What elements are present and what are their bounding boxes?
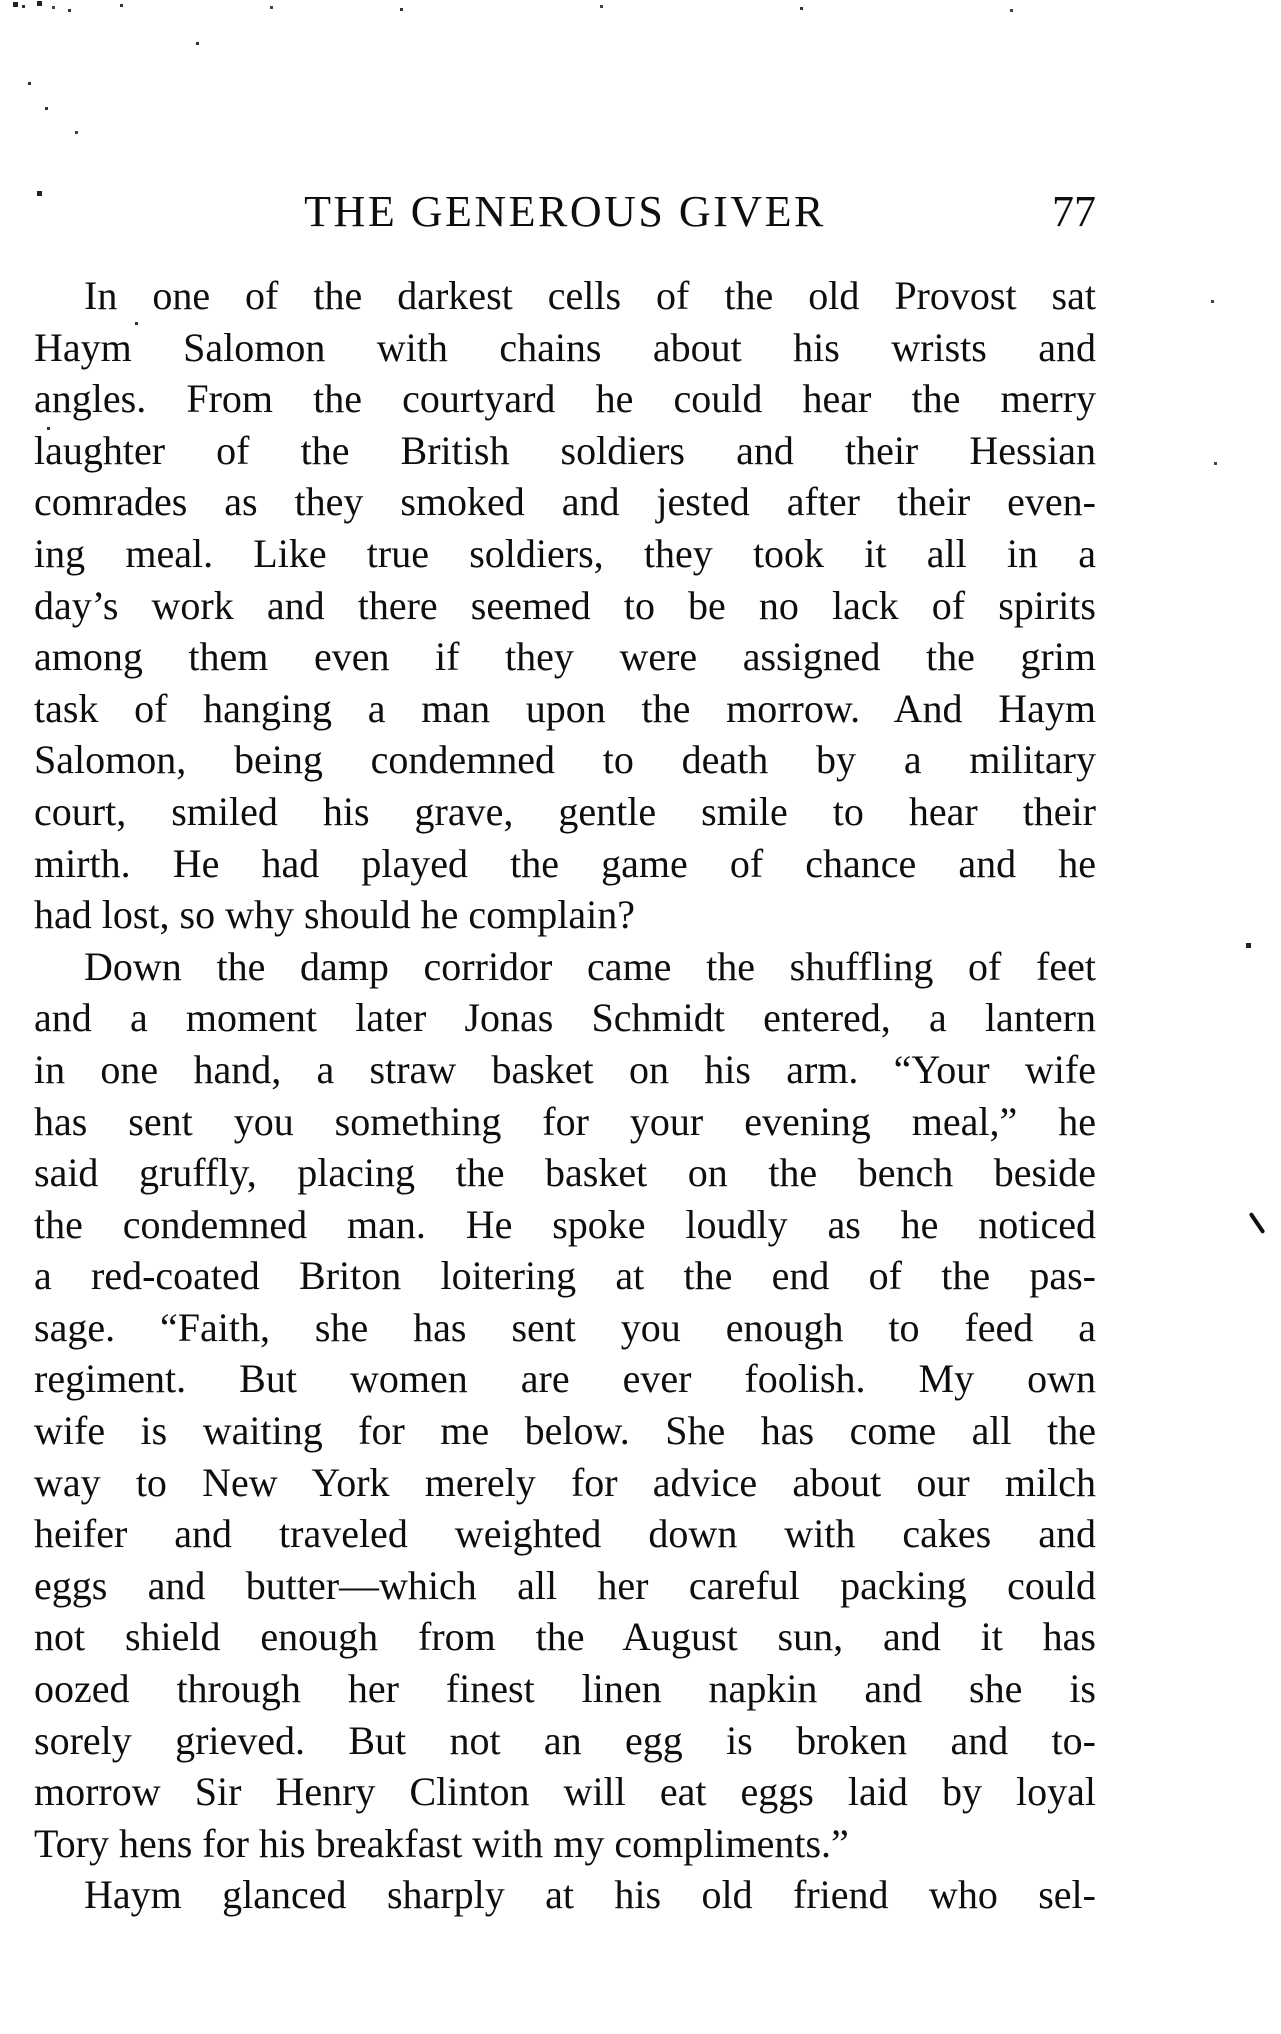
text-line: regiment. But women are ever foolish. My own	[34, 1356, 1096, 1402]
text-line: eggs and butter—which all her careful packing could	[34, 1562, 1096, 1608]
text-line: task of hanging a man upon the morrow. And Haym	[34, 685, 1096, 731]
text-line: oozed through her finest linen napkin and she is	[34, 1666, 1096, 1712]
text-line: morrow Sir Henry Clinton will eat eggs laid by loyal	[34, 1769, 1096, 1815]
text-line: and a moment later Jonas Schmidt entered, a lantern	[34, 995, 1096, 1041]
text-line: heifer and traveled weighted down with cakes and	[34, 1511, 1096, 1557]
text-line: ing meal. Like true soldiers, they took it all in a	[34, 530, 1096, 576]
page-number: 77	[1052, 187, 1096, 236]
text-line: the condemned man. He spoke loudly as he noticed	[34, 1201, 1096, 1247]
text-line: Haym glanced sharply at his old friend who sel-	[84, 1872, 1096, 1918]
text-line: not shield enough from the August sun, and it has	[34, 1614, 1096, 1660]
text-line: mirth. He had played the game of chance and he	[34, 840, 1096, 886]
header-title: THE GENEROUS GIVER	[304, 187, 826, 236]
text-block	[34, 270, 1096, 1921]
text-line: had lost, so why should he complain?	[34, 892, 636, 938]
text-line: laughter of the British soldiers and their Hessian	[34, 427, 1096, 473]
text-line: wife is waiting for me below. She has come all the	[34, 1408, 1096, 1454]
text-line: Tory hens for his breakfast with my compliments.”	[34, 1820, 849, 1866]
text-line: angles. From the courtyard he could hear the merry	[34, 376, 1096, 422]
text-line: day’s work and there seemed to be no lack of spirits	[34, 582, 1096, 628]
text-line: court, smiled his grave, gentle smile to hear their	[34, 788, 1096, 834]
scan-specks	[0, 0, 3, 3]
text-line: a red-coated Briton loitering at the end of the pas-	[34, 1253, 1096, 1299]
text-line: said gruffly, placing the basket on the bench beside	[34, 1150, 1096, 1196]
running-header	[34, 188, 1096, 236]
text-line: Haym Salomon with chains about his wrists and	[34, 324, 1096, 370]
text-line: way to New York merely for advice about our milch	[34, 1459, 1096, 1505]
text-line: Down the damp corridor came the shuffling of feet	[84, 943, 1096, 989]
scan-mark-backslash	[1249, 1212, 1266, 1234]
text-line: among them even if they were assigned the grim	[34, 634, 1096, 680]
text-line: Salomon, being condemned to death by a military	[34, 737, 1096, 783]
paragraph	[34, 941, 1096, 1870]
text-line: has sent you something for your evening meal,” he	[34, 1098, 1096, 1144]
text-line: sorely grieved. But not an egg is broken and to-	[34, 1717, 1096, 1763]
text-line: comrades as they smoked and jested after their even-	[34, 479, 1096, 525]
text-line: in one hand, a straw basket on his arm. “Your wife	[34, 1046, 1096, 1092]
text-line: sage. “Faith, she has sent you enough to feed a	[34, 1304, 1096, 1350]
paragraph	[34, 270, 1096, 941]
text-line: In one of the darkest cells of the old Provost sat	[84, 273, 1096, 318]
paragraph	[34, 1869, 1096, 1921]
